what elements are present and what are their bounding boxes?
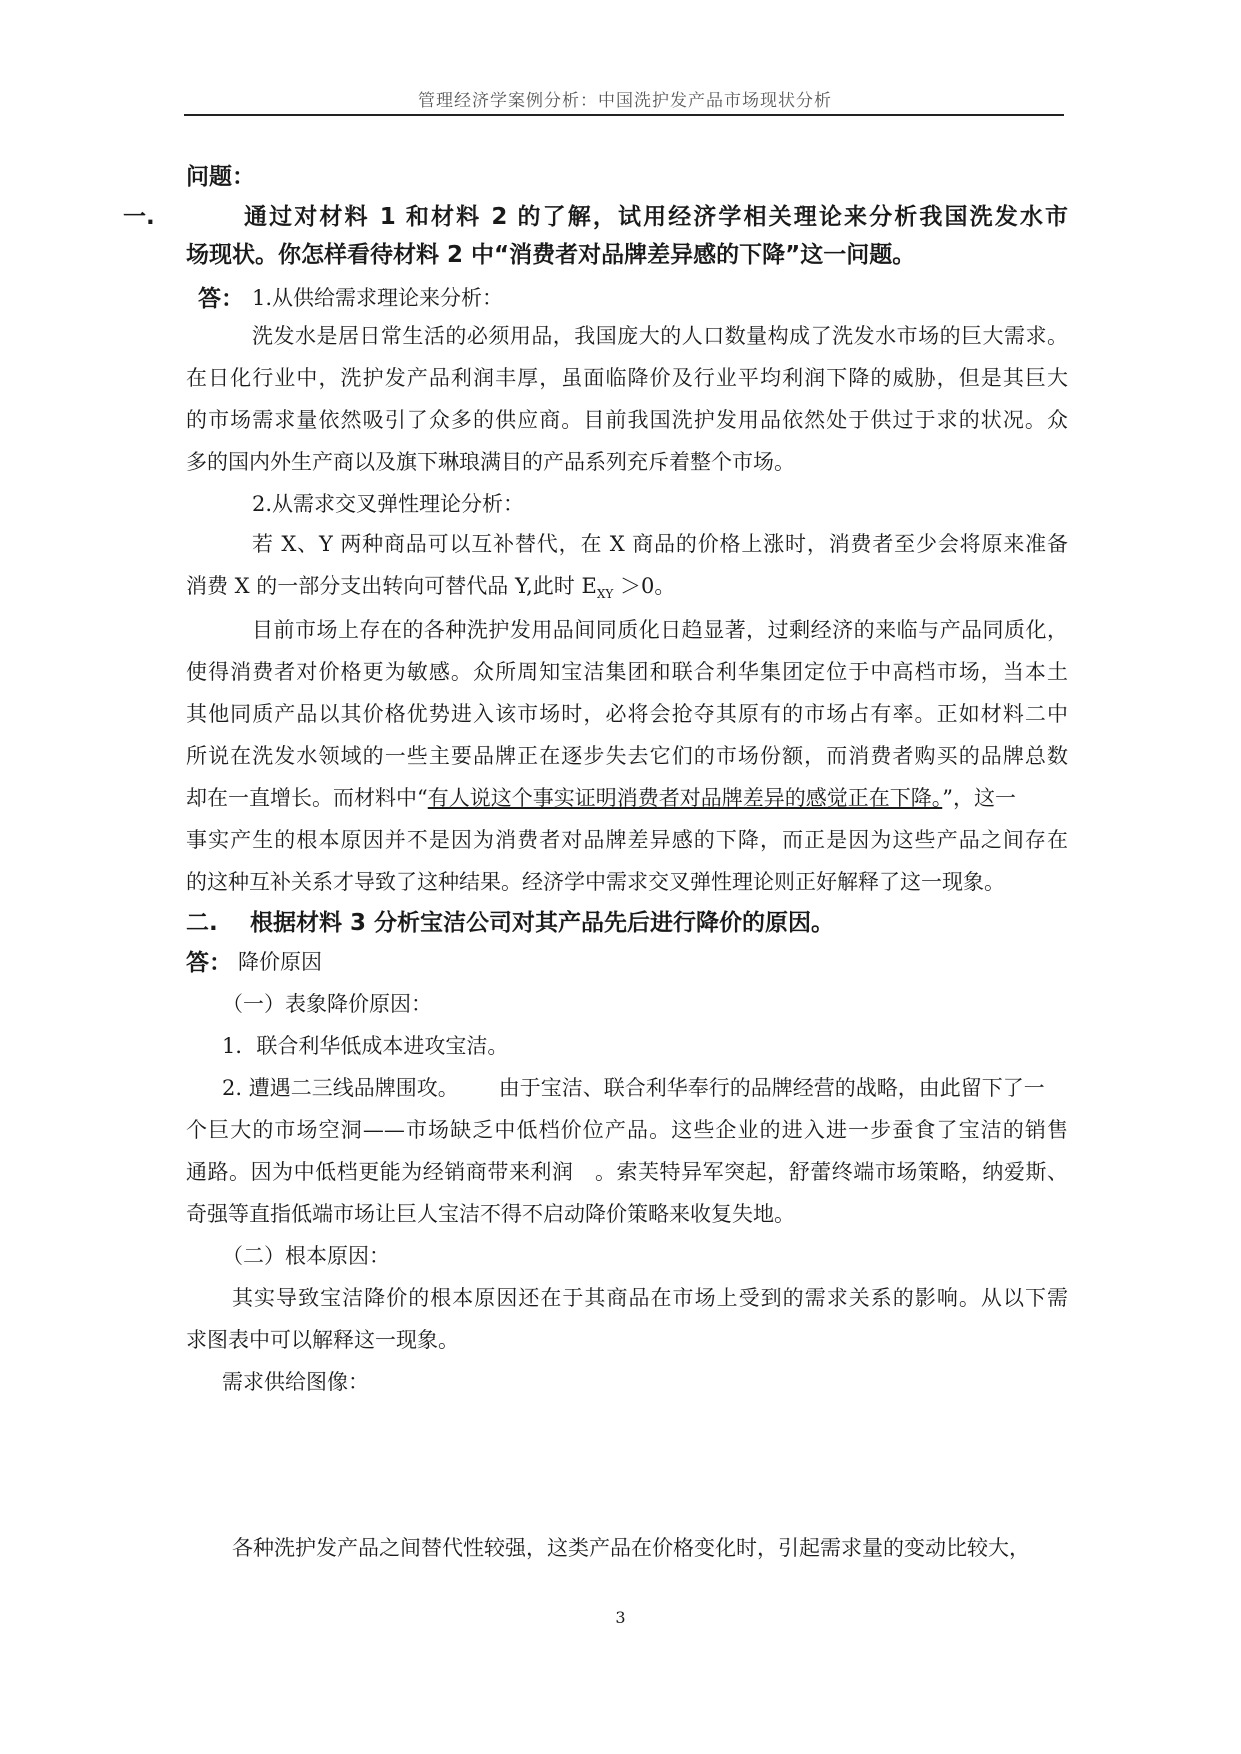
a1-para3-line: 所说在洗发水领域的一些主要品牌正在逐步失去它们的市场份额，而消费者购买的品牌总数: [186, 744, 1068, 768]
a1-para2-text: ＞0。: [613, 574, 676, 598]
a1-para3-text: ”，这一: [942, 786, 1016, 810]
a2-item2-line: 通路。因为中低档更能为经销商带来利润 。索芙特异军突起，舒蕾终端市场策略，纳爱斯、: [186, 1160, 1068, 1184]
a1-para3-line: 目前市场上存在的各种洗护发用品间同质化日趋显著，过剩经济的来临与产品同质化，: [252, 618, 1068, 642]
a2-item1: 1．联合利华低成本进攻宝洁。: [222, 1034, 509, 1058]
a2-item2-line: 奇强等直指低端市场让巨人宝洁不得不启动降价策略来收复失地。: [186, 1202, 795, 1226]
a1-para3-line: 事实产生的根本原因并不是因为消费者对品牌差异感的下降，而正是因为这些产品之间存在: [186, 828, 1068, 852]
a2-item2-line: 个巨大的市场空洞——市场缺乏中低档价位产品。这些企业的进入进一步蚕食了宝洁的销售: [186, 1118, 1068, 1142]
a2-root-line: 求图表中可以解释这一现象。: [186, 1328, 459, 1352]
a1-para3-line: 的这种互补关系才导致了这种结果。经济学中需求交叉弹性理论则正好解释了这一现象。: [186, 870, 1005, 894]
a2-item2-line: [222, 1072, 1045, 1102]
q1-number: 一.: [123, 204, 155, 230]
a1-para1-line: 多的国内外生产商以及旗下琳琅满目的产品系列充斥着整个市场。: [186, 450, 795, 474]
a1-para1-line: 洗发水是居日常生活的必须用品，我国庞大的人口数量构成了洗发水市场的巨大需求。: [252, 324, 1068, 348]
header-rule: [184, 114, 1064, 116]
q2-text: 根据材料 3 分析宝洁公司对其产品先后进行降价的原因。: [250, 910, 835, 936]
a1-para3-line: 使得消费者对价格更为敏感。众所周知宝洁集团和联合利华集团定位于中高档市场，当本土: [186, 660, 1068, 684]
a1-para3-line: [186, 782, 1016, 812]
a1-para2-text: 消费 X 的一部分支出转向可替代品 Y,此时 E: [186, 574, 597, 598]
a1-point2-title: 2.从需求交叉弹性理论分析：: [252, 492, 525, 516]
q2-number: 二.: [186, 910, 218, 936]
a2-section1: （一）表象降价原因：: [222, 992, 432, 1016]
q1-line-2: 场现状。你怎样看待材料 2 中“消费者对品牌差异感的下降”这一问题。: [186, 242, 916, 268]
a1-para1-line: 的市场需求量依然吸引了众多的供应商。目前我国洗护发用品依然处于供过于求的状况。众: [186, 408, 1068, 432]
questions-label: 问题：: [186, 164, 255, 190]
a1-para2-line: [186, 570, 675, 601]
a2-last-line: 各种洗护发产品之间替代性较强，这类产品在价格变化时，引起需求量的变动比较大，: [232, 1536, 1030, 1560]
a1-para3-text: 却在一直增长。而材料中“: [186, 786, 428, 810]
running-header: 管理经济学案例分析：中国洗护发产品市场现状分析: [418, 91, 832, 111]
a2-root-line: 其实导致宝洁降价的根本原因还在于其商品在市场上受到的需求关系的影响。从以下需: [232, 1286, 1068, 1310]
a2-item2-text: 由于宝洁、联合利华奉行的品牌经营的战略，由此留下了一: [498, 1076, 1045, 1100]
a2-section2: （二）根本原因：: [222, 1244, 390, 1268]
page-number: 3: [615, 1608, 626, 1627]
underlined-quote: 有人说这个事实证明消费者对品牌差异的感觉正在下降。: [427, 786, 943, 810]
a1-point1-title: 1.从供给需求理论来分析：: [252, 286, 504, 310]
a2-intro: 降价原因: [238, 950, 322, 974]
q1-line-1: 通过对材料 1 和材料 2 的了解，试用经济学相关理论来分析我国洗发水市: [244, 204, 1068, 230]
a2-label: 答：: [186, 950, 232, 976]
a2-item2-title: 2. 遭遇二三线品牌围攻。: [222, 1076, 459, 1100]
a1-para1-line: 在日化行业中，洗护发产品利润丰厚，虽面临降价及行业平均利润下降的威胁，但是其巨大: [186, 366, 1068, 390]
a1-para2-line: 若 X、Y 两种商品可以互补替代，在 X 商品的价格上涨时，消费者至少会将原来准备: [252, 532, 1068, 556]
elasticity-subscript: XY: [596, 587, 614, 601]
a2-graph-label: 需求供给图像：: [222, 1370, 369, 1394]
a1-label: 答：: [198, 286, 244, 312]
a1-para3-line: 其他同质产品以其价格优势进入该市场时，必将会抢夺其原有的市场占有率。正如材料二中: [186, 702, 1068, 726]
